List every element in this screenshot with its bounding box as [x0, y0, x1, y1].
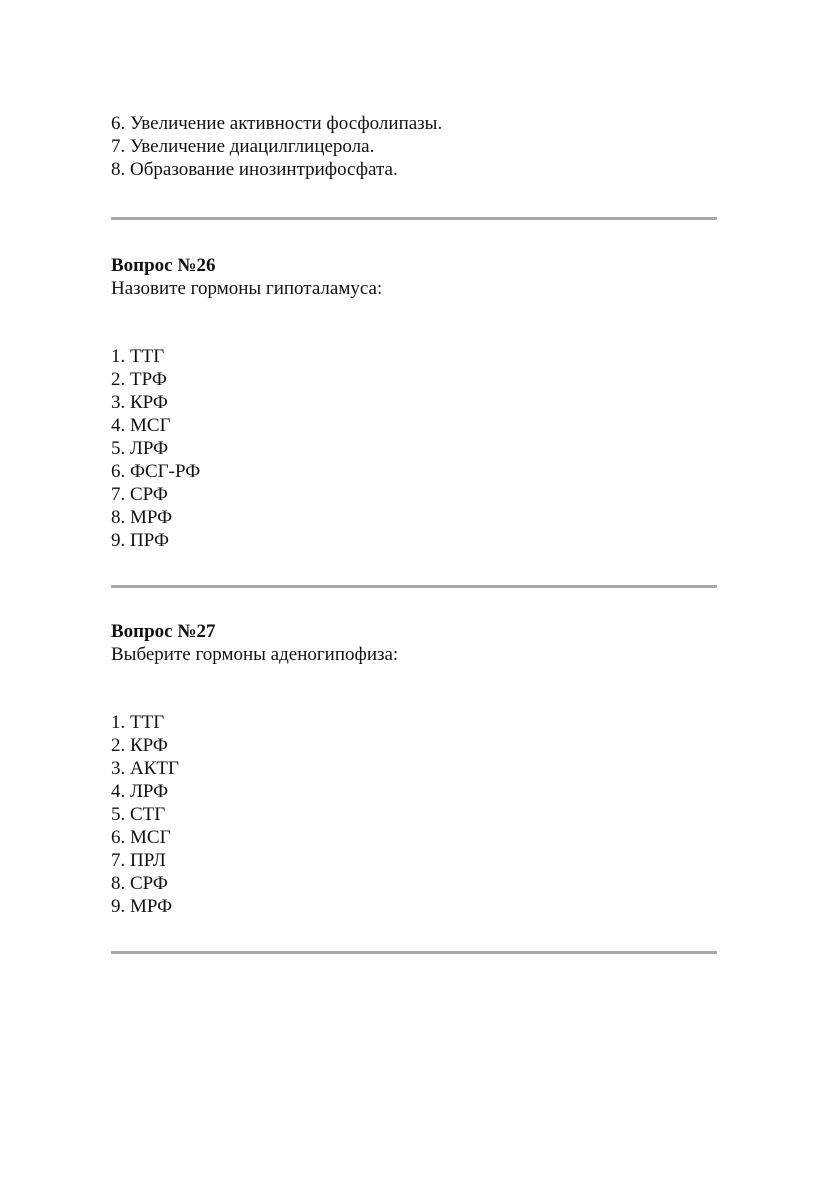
question-26 [111, 254, 717, 552]
question-options [111, 711, 717, 918]
option-item: 3. АКТГ [111, 758, 179, 779]
option-item: 8. Образование инозинтрифосфата. [111, 159, 398, 180]
question-title: Вопрос №26 [111, 255, 216, 276]
option-item: 2. ТРФ [111, 369, 167, 390]
option-item: 6. МСГ [111, 827, 171, 848]
option-item: 8. СРФ [111, 873, 168, 894]
prev-question-options [111, 112, 717, 181]
option-item: 6. ФСГ-РФ [111, 461, 201, 482]
option-item: 1. ТТГ [111, 346, 165, 367]
option-item: 6. Увеличение активности фосфолипазы. [111, 113, 443, 134]
option-item: 4. МСГ [111, 415, 171, 436]
question-27 [111, 620, 717, 918]
question-prompt: Назовите гормоны гипоталамуса: [111, 278, 383, 299]
option-item: 7. Увеличение диацилглицерола. [111, 136, 375, 157]
option-item: 7. ПРЛ [111, 850, 166, 871]
document-page [111, 112, 717, 954]
section-divider [111, 585, 717, 588]
option-item: 9. ПРФ [111, 530, 169, 551]
option-item: 1. ТТГ [111, 712, 165, 733]
option-item: 9. МРФ [111, 896, 173, 917]
option-item: 2. КРФ [111, 735, 168, 756]
section-divider [111, 217, 717, 220]
section-divider [111, 951, 717, 954]
option-item: 7. СРФ [111, 484, 168, 505]
question-options [111, 345, 717, 552]
option-item: 5. ЛРФ [111, 438, 169, 459]
option-item: 4. ЛРФ [111, 781, 169, 802]
option-item: 8. МРФ [111, 507, 173, 528]
option-item: 3. КРФ [111, 392, 168, 413]
question-prompt: Выберите гормоны аденогипофиза: [111, 644, 399, 665]
option-item: 5. СТГ [111, 804, 166, 825]
question-title: Вопрос №27 [111, 621, 216, 642]
